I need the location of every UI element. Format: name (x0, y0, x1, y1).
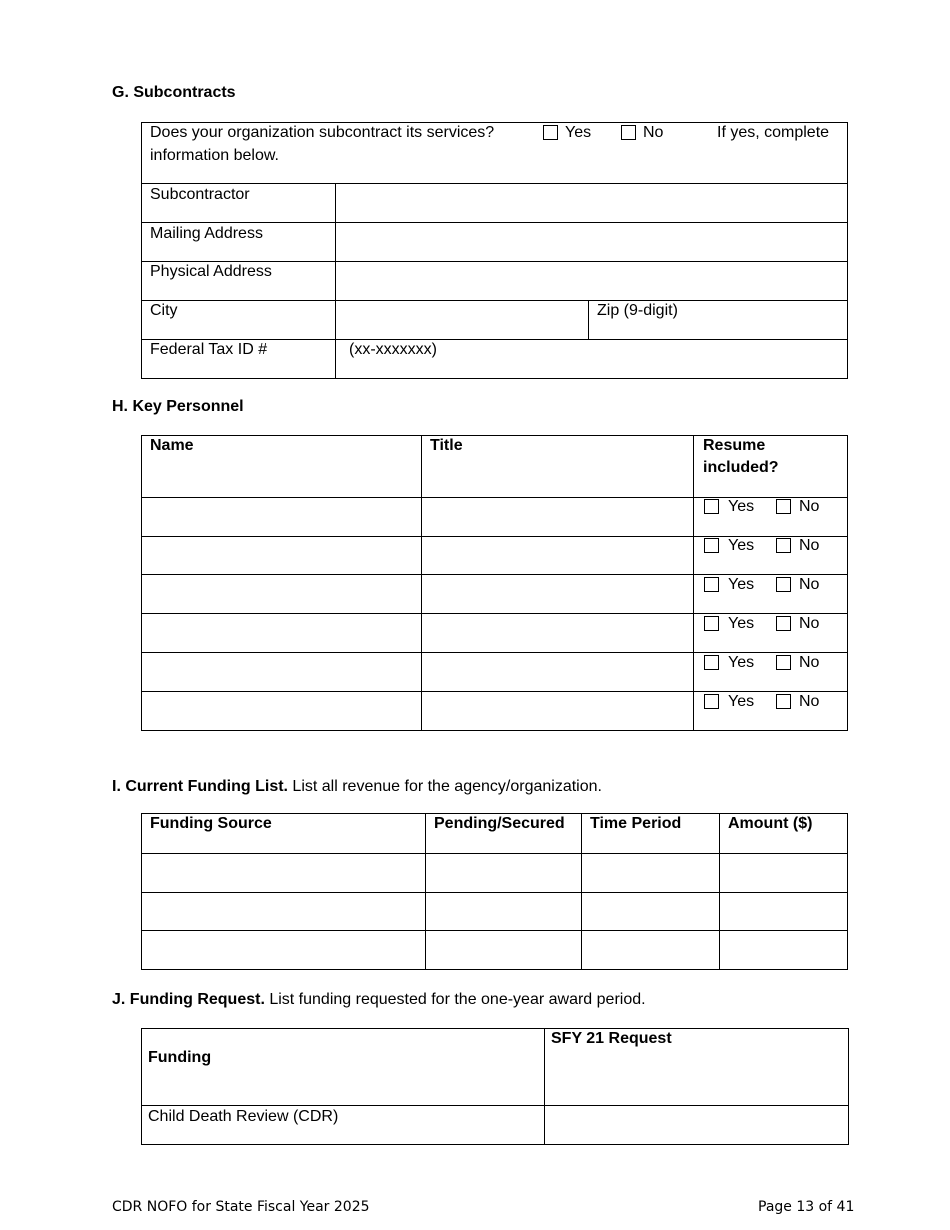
resume-yes-label: Yes (728, 654, 755, 671)
col-title-header: Title (430, 437, 463, 454)
footer-page-number: Page 13 of 41 (758, 1199, 855, 1215)
cdr-request-field[interactable] (545, 1106, 847, 1143)
footer-document-title: CDR NOFO for State Fiscal Year 2025 (112, 1199, 370, 1215)
resume-no-checkbox[interactable] (776, 577, 791, 592)
col-resume-header: Resume (703, 437, 766, 454)
col-pending-secured-header: Pending/Secured (434, 815, 565, 832)
subcontract-if-yes: If yes, complete (717, 124, 830, 141)
resume-no-label: No (799, 537, 820, 554)
resume-no-label: No (799, 693, 820, 710)
section-i-text: List all revenue for the agency/organization. (287, 778, 602, 795)
mailing-address-label: Mailing Address (150, 225, 263, 242)
section-i-title: I. Current Funding List. (112, 778, 288, 795)
resume-no-label: No (799, 654, 820, 671)
section-j-heading (112, 991, 646, 1009)
resume-no-label: No (799, 576, 820, 593)
resume-no-checkbox[interactable] (776, 499, 791, 514)
resume-yes-checkbox[interactable] (704, 499, 719, 514)
subcontractor-field[interactable] (336, 184, 847, 221)
resume-yes-checkbox[interactable] (704, 577, 719, 592)
resume-yes-checkbox[interactable] (704, 538, 719, 553)
subcontract-yes-checkbox[interactable] (543, 125, 558, 140)
resume-no-label: No (799, 615, 820, 632)
resume-yes-label: Yes (728, 615, 755, 632)
cdr-row-label: Child Death Review (CDR) (148, 1108, 339, 1125)
subcontract-info-below: information below. (150, 147, 279, 164)
col-sfy-request-header: SFY 21 Request (551, 1030, 672, 1047)
city-label: City (150, 302, 178, 319)
resume-no-checkbox[interactable] (776, 694, 791, 709)
col-amount-header: Amount ($) (728, 815, 813, 832)
resume-yes-checkbox[interactable] (704, 655, 719, 670)
section-g-heading: G. Subcontracts (112, 84, 236, 101)
zip-label[interactable]: Zip (9-digit) (597, 302, 678, 319)
tax-id-label: Federal Tax ID # (150, 341, 268, 358)
resume-yes-checkbox[interactable] (704, 694, 719, 709)
mailing-address-field[interactable] (336, 223, 847, 260)
subcontract-no-checkbox[interactable] (621, 125, 636, 140)
subcontract-yes-label: Yes (565, 124, 592, 141)
resume-no-checkbox[interactable] (776, 655, 791, 670)
resume-no-label: No (799, 498, 820, 515)
section-j-text: List funding requested for the one-year award period. (264, 991, 646, 1008)
section-j-title: J. Funding Request. (112, 991, 265, 1008)
resume-yes-label: Yes (728, 498, 755, 515)
section-i-heading (112, 778, 602, 796)
section-h-heading: H. Key Personnel (112, 398, 244, 415)
col-resume-header-2: included? (703, 459, 779, 476)
col-name-header: Name (150, 437, 194, 454)
subcontractor-label: Subcontractor (150, 186, 250, 203)
resume-yes-label: Yes (728, 537, 755, 554)
tax-id-field[interactable]: (xx-xxxxxxx) (349, 341, 437, 358)
resume-yes-label: Yes (728, 693, 755, 710)
physical-address-field[interactable] (336, 262, 847, 299)
subcontract-question: Does your organization subcontract its services? (150, 124, 495, 141)
subcontract-no-label: No (643, 124, 664, 141)
physical-address-label: Physical Address (150, 263, 272, 280)
col-funding-header: Funding (148, 1049, 212, 1066)
resume-no-checkbox[interactable] (776, 538, 791, 553)
col-funding-source-header: Funding Source (150, 815, 272, 832)
resume-yes-checkbox[interactable] (704, 616, 719, 631)
resume-no-checkbox[interactable] (776, 616, 791, 631)
resume-yes-label: Yes (728, 576, 755, 593)
city-field[interactable] (336, 301, 587, 338)
col-time-period-header: Time Period (590, 815, 682, 832)
